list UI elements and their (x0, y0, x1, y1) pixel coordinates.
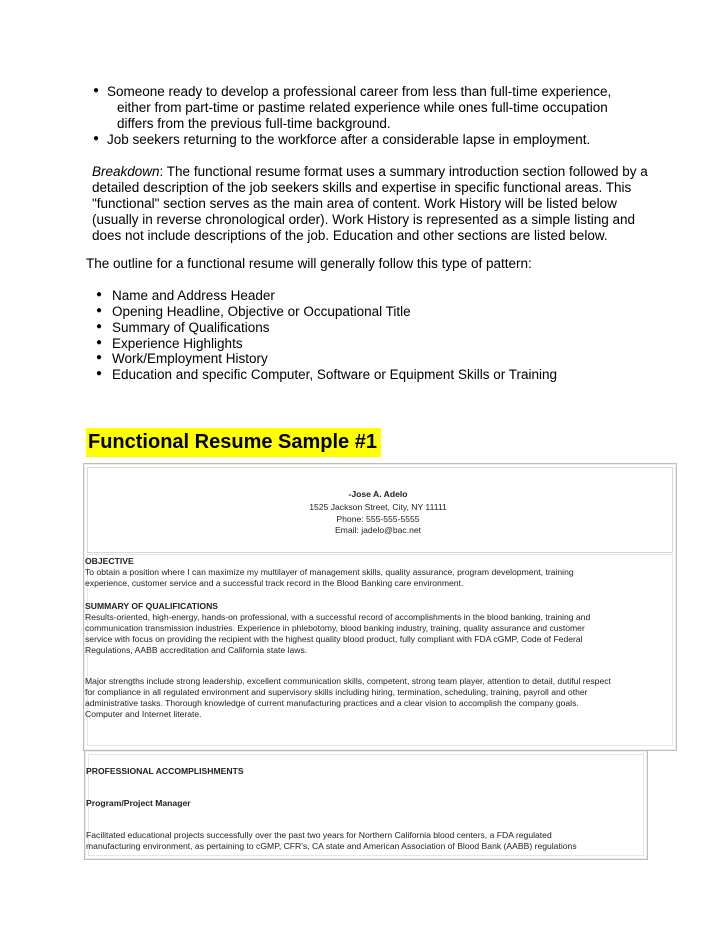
breakdown-line-2: detailed description of the job seekers skills and expertise in specific functional areas. This (92, 180, 632, 195)
strengths-line-4: Computer and Internet literate. (85, 709, 202, 719)
outline-item: ● Summary of Qualifications (112, 320, 270, 336)
outline-intro: The outline for a functional resume will generally follow this type of pattern: (86, 256, 532, 271)
sample-heading: Functional Resume Sample #1 (86, 428, 381, 457)
resume-name: -Jose A. Adelo (348, 489, 408, 499)
role-title: Program/Project Manager (86, 798, 191, 808)
breakdown-line-1: : The functional resume format uses a summary introduction section followed by a (159, 164, 648, 179)
summary-line-4: Regulations, AABB accreditation and California state laws. (85, 645, 308, 655)
summary-line-3: service with focus on providing the recipient with the highest quality blood product, fully compliant with FDA cGMP, Code of Federal (85, 634, 583, 644)
strengths-line-1: Major strengths include strong leadership, excellent communication skills, competent, strong team player, attention to detail, dutiful respect (85, 676, 611, 686)
intro-bullet-1 (107, 84, 707, 132)
outline-item: ● Education and specific Computer, Software or Equipment Skills or Training (112, 367, 557, 383)
objective-line-1: To obtain a position where I can maximize my multilayer of management skills, quality assurance, program development, training (85, 567, 574, 577)
breakdown-line-5: does not include descriptions of the job. Education and other sections are listed below. (92, 228, 608, 243)
intro-bullet-1-line-1: Someone ready to develop a professional career from less than full-time experience, (107, 84, 612, 99)
resume-phone: Phone: 555-555-5555 (336, 514, 420, 524)
strengths-text (85, 676, 675, 720)
role-line-2: manufacturing environment, as pertaining to cGMP, CFR's, CA state and American Association of Blood Bank (AABB) regulations (86, 841, 577, 851)
outline-item: ● Experience Highlights (112, 336, 243, 352)
objective-title: OBJECTIVE (85, 556, 134, 566)
intro-bullet-1-line-2: either from part-time or pastime related experience while ones full-time occupation (117, 100, 608, 115)
intro-bullet-1-line-3: differs from the previous full-time background. (117, 116, 391, 131)
intro-bullet-2 (107, 132, 707, 148)
breakdown-label: Breakdown (92, 164, 160, 179)
role-line-1: Facilitated educational projects successfully over the past two years for Northern California blood centers, a FDA regulated (86, 830, 552, 840)
summary-title: SUMMARY OF QUALIFICATIONS (85, 601, 219, 611)
summary-text (85, 612, 675, 656)
intro-bullet-2-line-1: Job seekers returning to the workforce after a considerable lapse in employment. (107, 132, 591, 147)
breakdown-line-3: "functional" section serves as the main area of content. Work History will be listed below (92, 196, 617, 211)
objective-line-2: experience, customer service and a successful track record in the Blood Banking care environment. (85, 578, 464, 588)
resume-address: 1525 Jackson Street, City, NY 11111 (309, 502, 447, 512)
role-text (86, 830, 646, 852)
summary-line-1: Results-oriented, high-energy, hands-on professional, with a successful record of accomplishments in the blood banking, training and (85, 612, 591, 622)
objective-text (85, 567, 675, 589)
outline-item: ● Opening Headline, Objective or Occupational Title (112, 304, 411, 320)
strengths-line-2: for compliance in all regulated environment and supervisory skills including hiring, termination, scheduling, training, payroll and other (85, 687, 588, 697)
accomplishments-title: PROFESSIONAL ACCOMPLISHMENTS (86, 766, 244, 776)
outline-item: ● Work/Employment History (112, 351, 268, 367)
resume-email: Email: jadelo@bac.net (334, 525, 422, 535)
outline-item: ● Name and Address Header (112, 288, 275, 304)
summary-line-2: communication transmission industries. Experience in phlebotomy, blood banking industry, training, quality assurance and customer (85, 623, 585, 633)
breakdown-line-4: (usually in reverse chronological order). Work History is represented as a simple listing and (92, 212, 635, 227)
breakdown-paragraph (92, 164, 712, 244)
strengths-line-3: administrative tasks. Thorough knowledge of current manufacturing practices and a clear vision to accomplish the company goals. (85, 698, 579, 708)
